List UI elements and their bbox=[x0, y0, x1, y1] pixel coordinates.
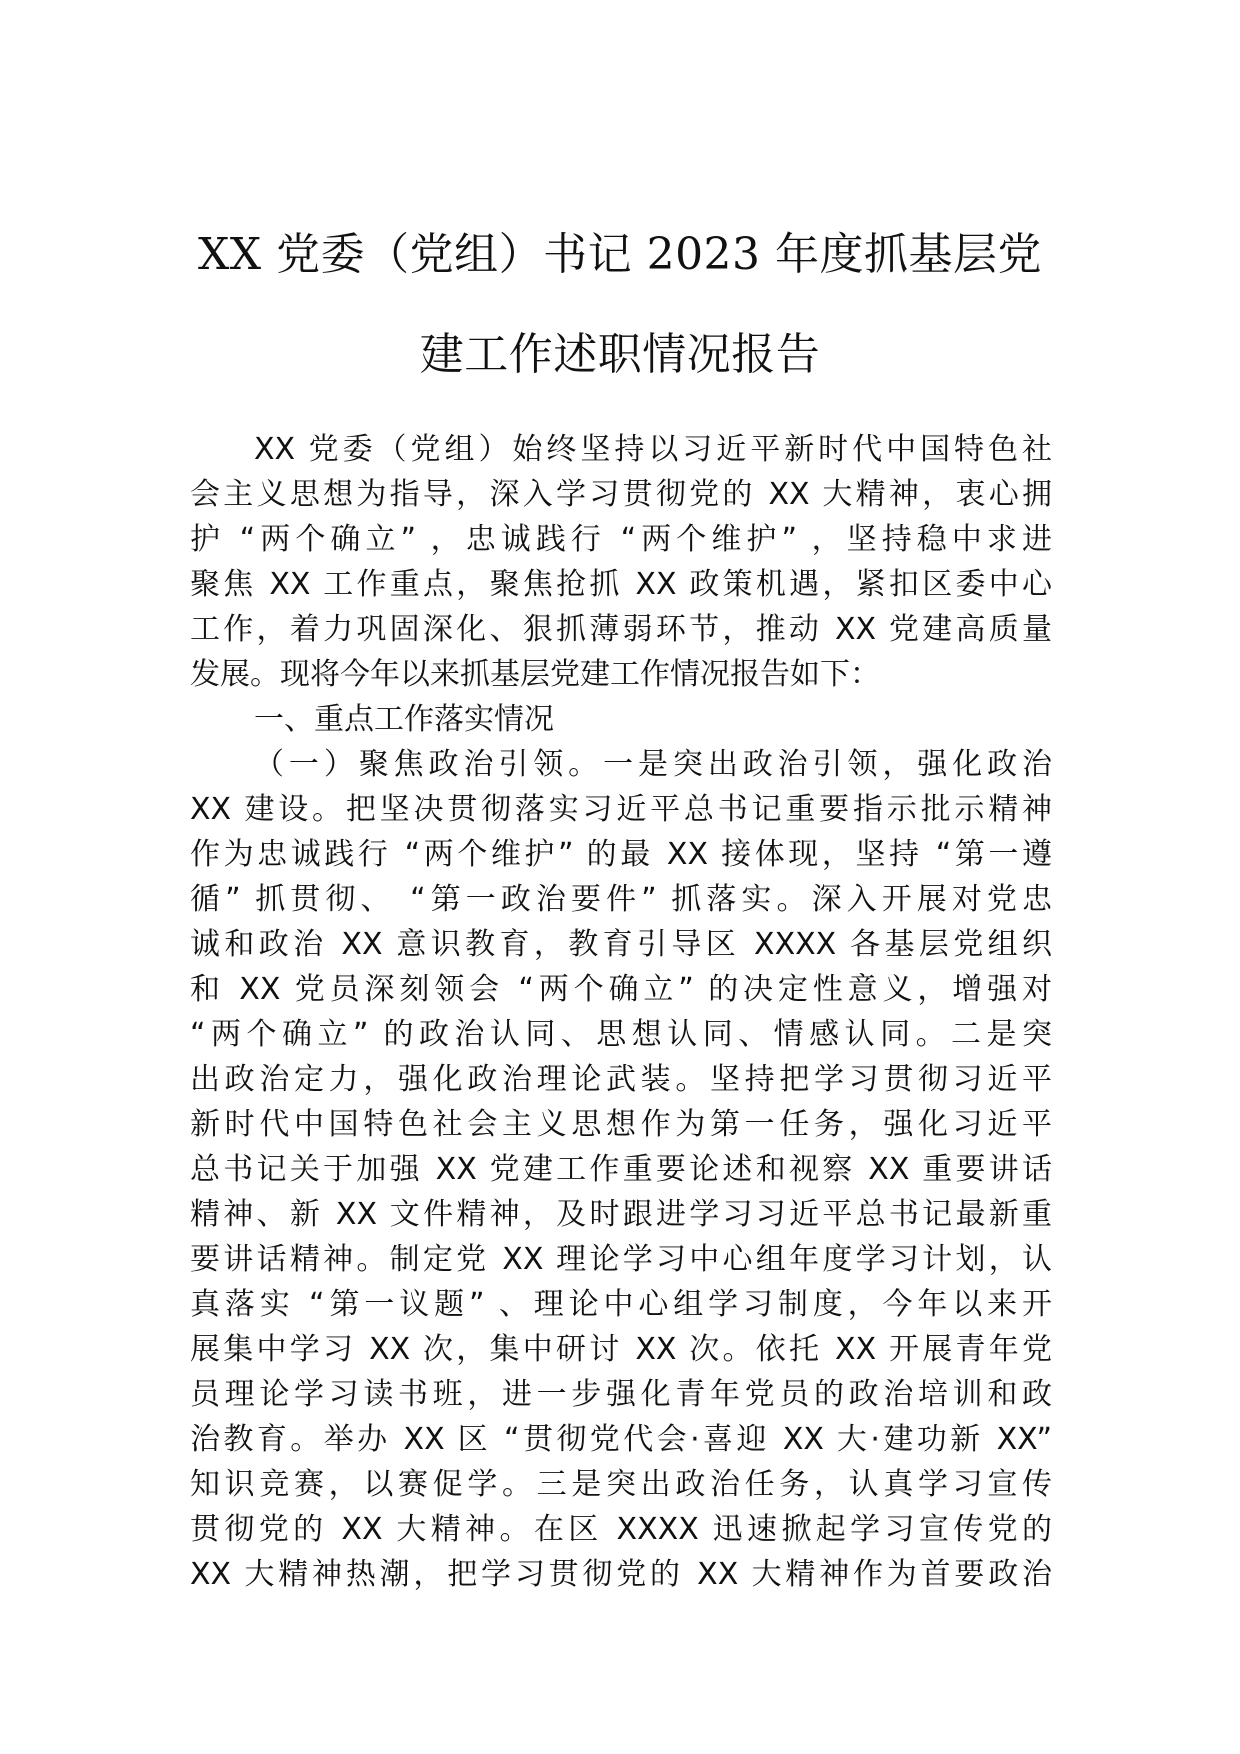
body-line: 诚和政治 XX 意识教育，教育引导区 XXXX 各基层党组织 bbox=[190, 927, 1052, 962]
body-line: 知识竞赛，以赛促学。三是突出政治任务，认真学习宣传 bbox=[190, 1467, 1052, 1502]
body-line: XX 大精神热潮，把学习贯彻党的 XX 大精神作为首要政治 bbox=[190, 1557, 1052, 1592]
body-line: 会主义思想为指导，深入学习贯彻党的 XX 大精神，衷心拥 bbox=[190, 477, 1052, 512]
body-line: 出政治定力，强化政治理论武装。坚持把学习贯彻习近平 bbox=[190, 1062, 1052, 1097]
document-title bbox=[180, 205, 1060, 405]
body-line: 员理论学习读书班，进一步强化青年党员的政治培训和政 bbox=[190, 1377, 1052, 1412]
body-line: “两个确立” 的政治认同、思想认同、情感认同。二是突 bbox=[190, 1017, 1052, 1052]
body-line: 真落实 “第一议题” 、理论中心组学习制度，今年以来开 bbox=[190, 1287, 1052, 1322]
body-line: 循” 抓贯彻、 “第一政治要件” 抓落实。深入开展对党忠 bbox=[190, 882, 1052, 917]
body-line: 新时代中国特色社会主义思想作为第一任务，强化习近平 bbox=[190, 1107, 1052, 1142]
body-line: 要讲话精神。制定党 XX 理论学习中心组年度学习计划，认 bbox=[190, 1242, 1052, 1277]
section-heading: 一、重点工作落实情况 bbox=[254, 702, 554, 737]
body-line: XX 党委（党组）始终坚持以习近平新时代中国特色社 bbox=[254, 432, 1052, 467]
body-line: 总书记关于加强 XX 党建工作重要论述和视察 XX 重要讲话 bbox=[190, 1152, 1052, 1187]
body-line: XX 建设。把坚决贯彻落实习近平总书记重要指示批示精神 bbox=[190, 792, 1052, 827]
body-line: 展集中学习 XX 次，集中研讨 XX 次。依托 XX 开展青年党 bbox=[190, 1332, 1052, 1367]
body-line: 聚焦 XX 工作重点，聚焦抢抓 XX 政策机遇，紧扣区委中心 bbox=[190, 567, 1052, 602]
body-line: 作为忠诚践行 “两个维护” 的最 XX 接体现，坚持 “第一遵 bbox=[190, 837, 1052, 872]
document-body bbox=[190, 427, 1052, 1597]
title-line-1: XX 党委（党组）书记 2023 年度抓基层党 bbox=[197, 229, 1043, 280]
body-line: 和 XX 党员深刻领会 “两个确立” 的决定性意义，增强对 bbox=[190, 972, 1052, 1007]
body-line: 精神、新 XX 文件精神，及时跟进学习习近平总书记最新重 bbox=[190, 1197, 1052, 1232]
body-line: 工作，着力巩固深化、狠抓薄弱环节，推动 XX 党建高质量 bbox=[190, 612, 1052, 647]
body-line: 发展。现将今年以来抓基层党建工作情况报告如下： bbox=[190, 657, 880, 692]
body-line: （一）聚焦政治引领。一是突出政治引领，强化政治 bbox=[254, 747, 1052, 782]
title-line-2: 建工作述职情况报告 bbox=[419, 329, 821, 380]
body-line: 治教育。举办 XX 区 “贯彻党代会·喜迎 XX 大·建功新 XX” bbox=[190, 1422, 1052, 1457]
body-line: 贯彻党的 XX 大精神。在区 XXXX 迅速掀起学习宣传党的 bbox=[190, 1512, 1052, 1547]
body-line: 护 “两个确立” ，忠诚践行 “两个维护” ，坚持稳中求进 bbox=[190, 522, 1052, 557]
